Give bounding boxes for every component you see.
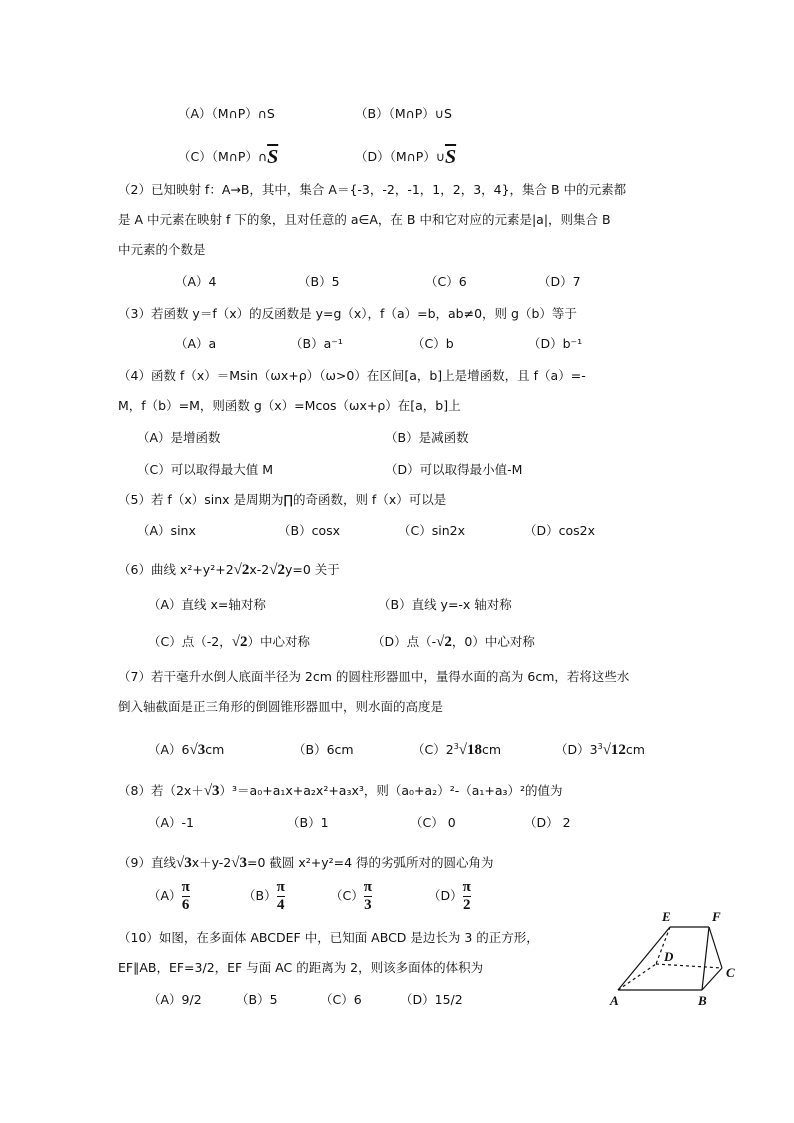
sqrt-symbol: √3 bbox=[189, 742, 206, 758]
polyhedron-figure bbox=[606, 905, 746, 1007]
sqrt-symbol: √2 bbox=[269, 562, 285, 578]
q10-option-c: （C）6 bbox=[320, 992, 362, 1007]
q2-text-line1: （2）已知映射 f：A→B，其中，集合 A＝{-3，-2，-1，1，2，3，4}，集合 B 中的元素都 bbox=[118, 182, 627, 197]
q2-option-a: （A）4 bbox=[175, 274, 217, 289]
q6-option-c: （C）点（-2，√2）中心对称 bbox=[148, 634, 310, 650]
s-complement: $\overline{S}$ bbox=[267, 146, 279, 168]
cube-root-symbol: √18 bbox=[458, 742, 483, 758]
q5-text: （5）若 f（x）sinx 是周期为∏的奇函数，则 f（x）可以是 bbox=[118, 492, 447, 507]
q2-text-line2: 是 A 中元素在映射 f 下的象，且对任意的 a∈A，在 B 中和它对应的元素是|a|，则集合 B bbox=[118, 212, 611, 227]
q2-option-b: （B）5 bbox=[298, 274, 340, 289]
sqrt-symbol: √3 bbox=[175, 855, 192, 871]
edge-FC bbox=[709, 927, 722, 968]
fraction: $\frac{\pi}{4}$ bbox=[276, 879, 285, 913]
label-A: A bbox=[610, 993, 619, 1007]
q1-option-b: （B）（M∩P）∪S bbox=[355, 106, 452, 121]
q7-text-line2: 倒入轴截面是正三角形的倒圆锥形器皿中，则水面的高度是 bbox=[118, 699, 444, 714]
q9-option-c: $(C)\frac{\pi}{3}$ bbox=[330, 879, 372, 913]
q7-option-c: $(C)2^3√18cm$ bbox=[412, 741, 502, 758]
q9-text: （9）直线√3x＋y-2√3=0 截圆 x²+y²=4 得的劣弧所对的圆心角为 bbox=[118, 855, 494, 871]
q4-text-line1: （4）函数 f（x）＝Msin（ωx+ρ）（ω>0）在区间[a，b]上是增函数，且 f（a）=- bbox=[118, 368, 586, 383]
fraction: $\frac{\pi}{2}$ bbox=[462, 879, 471, 913]
edge-BC bbox=[702, 968, 722, 990]
q10-text-line1: （10）如图，在多面体 ABCDEF 中，已知面 ABCD 是边长为 3 的正方形， bbox=[118, 930, 539, 945]
label-D: D bbox=[664, 949, 674, 964]
q6-option-a: （A）直线 x=轴对称 bbox=[148, 597, 266, 612]
q1-option-a: （A）（M∩P）∩S bbox=[178, 106, 275, 121]
s-complement: $\overline{S}$ bbox=[445, 146, 457, 168]
q5-option-a: （A）sinx bbox=[137, 523, 196, 538]
q4-option-d: （D）可以取得最小值-M bbox=[385, 462, 523, 477]
q7-option-a: （A）6√3cm bbox=[148, 742, 225, 758]
q9-option-a: $(A)\frac{\pi}{6}$ bbox=[148, 879, 190, 913]
label-E: E bbox=[662, 909, 671, 924]
sqrt-symbol: √2 bbox=[233, 562, 250, 578]
sqrt-symbol: √2 bbox=[231, 634, 248, 650]
sqrt-symbol: √2 bbox=[436, 634, 452, 650]
sqrt-symbol: √3 bbox=[231, 855, 247, 871]
q6-option-b: （B）直线 y=-x 轴对称 bbox=[378, 597, 512, 612]
q1-option-c: $(C)(M\cap P)\cap\overline{S}$ bbox=[178, 146, 279, 168]
q9-option-b: $(B)\frac{\pi}{4}$ bbox=[243, 879, 285, 913]
q4-option-c: （C）可以取得最大值 M bbox=[137, 462, 273, 477]
q3-option-d: （D）b⁻¹ bbox=[528, 336, 583, 351]
q5-option-d: （D）cos2x bbox=[524, 523, 596, 538]
cube-root-symbol: √12 bbox=[602, 742, 626, 758]
q8-text: （8）若（2x＋√3）³＝a₀+a₁x+a₂x²+a₃x³，则（a₀+a₂）²-（a₁+a₃）²的值为 bbox=[118, 783, 563, 799]
q4-option-b: （B）是减函数 bbox=[385, 430, 469, 445]
q10-text-line2: EF∥AB，EF=3/2，EF 与面 AC 的距离为 2，则该多面体的体积为 bbox=[118, 960, 484, 975]
q3-option-c: （C）b bbox=[412, 336, 454, 351]
edge-AE bbox=[618, 927, 670, 990]
q5-option-c: （C）sin2x bbox=[398, 523, 465, 538]
label-C: C bbox=[726, 965, 735, 980]
q4-text-line2: M，f（b）=M，则函数 g（x）=Mcos（ωx+ρ）在[a，b]上 bbox=[118, 398, 461, 413]
q10-option-a: （A）9/2 bbox=[148, 992, 202, 1007]
q7-option-d: $(D)3^3√12cm$ bbox=[555, 741, 645, 758]
q10-option-b: （B）5 bbox=[236, 992, 278, 1007]
q3-text: （3）若函数 y＝f（x）的反函数是 y=g（x），f（a）=b，ab≠0，则 g（b）等于 bbox=[118, 306, 577, 321]
q9-option-d: $(D)\frac{\pi}{2}$ bbox=[428, 879, 471, 913]
q7-text-line1: （7）若干毫升水倒人底面半径为 2cm 的圆柱形器皿中，量得水面的高为 6cm，若将这些水 bbox=[118, 669, 630, 684]
q4-option-a: （A）是增函数 bbox=[137, 430, 221, 445]
q8-option-d: （D） 2 bbox=[524, 815, 571, 830]
sqrt-symbol: √3 bbox=[203, 783, 220, 799]
q2-option-d: （D）7 bbox=[538, 274, 581, 289]
q7-option-b: （B）6cm bbox=[293, 742, 354, 757]
q6-text: （6）曲线 x²+y²+2√2x-2√2y=0 关于 bbox=[118, 562, 340, 578]
q5-option-b: （B）cosx bbox=[278, 523, 341, 538]
q8-option-c: （C） 0 bbox=[410, 815, 456, 830]
fraction: $\frac{\pi}{3}$ bbox=[363, 879, 372, 913]
q3-option-a: （A）a bbox=[175, 336, 217, 351]
q1-option-d: $(D)(M\cap P)\cup\overline{S}$ bbox=[355, 146, 457, 168]
label-B: B bbox=[698, 993, 707, 1007]
q3-option-b: （B）a⁻¹ bbox=[290, 336, 343, 351]
q8-option-a: （A）-1 bbox=[148, 815, 195, 830]
q8-option-b: （B）1 bbox=[287, 815, 329, 830]
edge-FB bbox=[702, 927, 709, 990]
q10-option-d: （D）15/2 bbox=[400, 992, 463, 1007]
fraction: $\frac{\pi}{6}$ bbox=[181, 879, 190, 913]
edge-DC bbox=[656, 964, 722, 968]
q2-option-c: （C）6 bbox=[425, 274, 467, 289]
label-F: F bbox=[712, 909, 721, 924]
q6-option-d: （D）点（-√2，0）中心对称 bbox=[372, 634, 535, 650]
q2-text-line3: 中元素的个数是 bbox=[118, 242, 206, 257]
